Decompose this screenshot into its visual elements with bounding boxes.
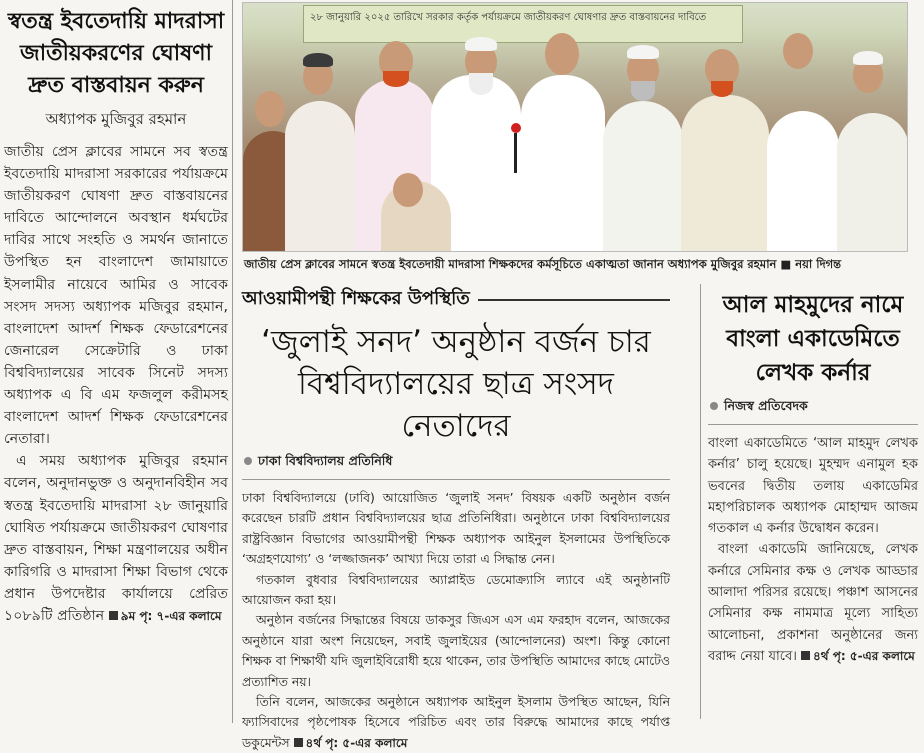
middle-article-body xyxy=(242,488,670,753)
column-divider-left xyxy=(232,0,233,723)
left-article-para-2 xyxy=(2,450,230,627)
left-article-title: স্বতন্ত্র ইবতেদায়ি মাদরাসা জাতীয়করণের ঘোষণা দ্রুত বাস্তবায়ন করুন xyxy=(7,9,225,98)
photo-credit: নয়া দিগন্ত xyxy=(795,257,842,271)
right-article-para-2 xyxy=(708,539,918,667)
right-article-body xyxy=(708,433,918,667)
right-article-divider xyxy=(708,424,918,425)
right-article-para-1: বাংলা একাডেমিতে ‘আল মাহমুদ লেখক কর্নার’ চালু হয়েছে। মুহম্মদ এনামুল হক ভবনের দ্বিতীয় তলায় একাডেমির মহাপরিচালক অধ্যাপক মোহাম্মদ আজম গতকাল এ কর্নার উদ্বোধন করেন। xyxy=(708,436,918,537)
left-article-continued-text: ৯ম পৃ: ৭-এর কলামে xyxy=(120,608,222,623)
left-article-continued[interactable] xyxy=(109,609,222,623)
kicker-rule xyxy=(478,299,670,301)
middle-article-headline: ‘জুলাই সনদ’ অনুষ্ঠান বর্জন চার বিশ্ববিদ্যালয়ের ছাত্র সংসদ নেতাদের xyxy=(261,324,651,444)
right-article-headline: আল মাহমুদের নামে বাংলা একাডেমিতে লেখক কর্নার xyxy=(722,292,904,386)
middle-article-byline xyxy=(244,453,670,473)
middle-article-byline-text: ঢাকা বিশ্ববিদ্যালয় প্রতিনিধি xyxy=(258,453,393,468)
right-article-continued[interactable] xyxy=(801,649,915,663)
middle-article-kicker xyxy=(242,284,670,315)
news-photo xyxy=(242,2,908,252)
middle-article-para-3: অনুষ্ঠান বর্জনের সিদ্ধান্তের বিষয়ে ডাকসুর জিএস এস এম ফরহাদ বলেন, আজকের অনুষ্ঠানে যারা অংশ নিয়েছেন, সবাই জুলাইয়ের (আন্দোলনের) অংশ। কিন্তু কোনো শিক্ষক বা শিক্ষার্থী যদি জুলাইবিরোধী হয়ে থাকেন, তার উপস্থিতি আমাদের কাছে মোটেও প্রত্যাশিত নয়। xyxy=(242,612,670,689)
continued-marker-icon xyxy=(801,651,810,660)
left-article-author: অধ্যাপক মুজিবুর রহমান xyxy=(45,110,187,128)
byline-bullet-icon xyxy=(244,457,252,465)
column-divider-right xyxy=(700,284,701,719)
left-article xyxy=(2,0,230,723)
photo-banner: ২৮ জানুয়ারি ২০২৫ তারিখে সরকার কর্তৃক পর্যায়ক্রমে জাতীয়করণ ঘোষণার দ্রুত বাস্তবায়নের দাবিতে xyxy=(303,5,743,43)
middle-article-para-4-text: তিনি বলেন, আজকের অনুষ্ঠানে অধ্যাপক আইনুল ইসলাম উপস্থিত আছেন, যিনি ফ্যাসিবাদের পৃষ্ঠপোষক হিসেবে পরিচিত এবং তার বিরুদ্ধে আমাদের কাছে পর্যাপ্ত ডকুমেন্টস xyxy=(242,694,670,750)
right-article xyxy=(708,284,918,667)
middle-article-continued-text: ৪র্থ পৃ: ৫-এর কলামে xyxy=(305,735,408,750)
left-article-para-2-text: এ সময় অধ্যাপক মুজিবুর রহমান বলেন, অনুদানভুক্ত ও অনুদানবিহীন সব স্বতন্ত্র ইবতেদায়ি মাদরাসা ২৮ জানুয়ারি ঘোষিত পর্যায়ক্রমে জাতীয়করণ ঘোষণার দ্রুত বাস্তবায়ন, শিক্ষা মন্ত্রণালয়ের অধীন কারিগরি ও মাদরাসা শিক্ষা বিভাগ থেকে প্রধান উপদেষ্টার কার্যালয়ে প্রেরিত ১০৮৯টি প্রতিষ্ঠান xyxy=(4,453,228,624)
middle-article xyxy=(242,284,670,753)
right-article-continued-text: ৪র্থ পৃ: ৫-এর কলামে xyxy=(813,648,915,663)
photo-caption-text: জাতীয় প্রেস ক্লাবের সামনে স্বতন্ত্র ইবতেদায়ী মাদরাসা শিক্ষকদের কর্মসূচিতে একাত্মতা জানান অধ্যাপক মুজিবুর রহমান xyxy=(244,257,777,271)
middle-article-divider xyxy=(242,479,670,480)
photo-caption xyxy=(244,256,908,275)
middle-article-para-1: ঢাকা বিশ্ববিদ্যালয়ে (ঢাবি) আয়োজিত ‘জুলাই সনদ’ বিষয়ক একটি অনুষ্ঠান বর্জন করেছেন চারটি প্রধান বিশ্ববিদ্যালয়ের ছাত্র প্রতিনিধিরা। অনুষ্ঠানে ঢাকা বিশ্ববিদ্যালয়ের রাষ্ট্রবিজ্ঞান বিভাগের আওয়ামীপন্থী শিক্ষক অধ্যাপক আইনুল ইসলামের উপস্থিতিকে ‘অগ্রহণযোগ্য’ ও ‘লজ্জাজনক’ আখ্যা দিয়ে তারা এ সিদ্ধান্ত নেন। xyxy=(242,490,670,567)
right-article-byline xyxy=(710,398,918,418)
middle-article-continued[interactable] xyxy=(294,736,408,750)
right-article-byline-text: নিজস্ব প্রতিবেদক xyxy=(724,398,808,413)
left-article-para-1: জাতীয় প্রেস ক্লাবের সামনে সব স্বতন্ত্র ইবতেদায়ি মাদরাসা সরকারের পর্যায়ক্রমে জাতীয়করণ ঘোষণা দ্রুত বাস্তবায়নের দাবিতে আন্দোলনে অবস্থান ধর্মঘটের দাবির সাথে সংহতি ও সমর্থন জানাতে উপস্থিত হন বাংলাদেশ জামায়াতে ইসলামীর নায়েবে আমির ও সাবেক সংসদ সদস্য অধ্যাপক মজিবুর রহমান, বাংলাদেশ আদর্শ শিক্ষক ফেডারেশনের জেনারেল সেক্রেটারি ও ঢাকা বিশ্ববিদ্যালয়ের সাবেক সিনেট সদস্য অধ্যাপক এ বি এম ফজলুল করীমসহ বাংলাদেশ আদর্শ শিক্ষক ফেডারেশনের নেতারা। xyxy=(4,144,228,448)
byline-bullet-icon xyxy=(710,402,718,410)
photo-credit-separator: ■ xyxy=(780,257,792,271)
middle-article-kicker-text: আওয়ামীপন্থী শিক্ষকের উপস্থিতি xyxy=(242,288,470,309)
middle-article-para-2: গতকাল বুধবার বিশ্ববিদ্যালয়ের অ্যাপ্লাইড ডেমোক্র্যাসি ল্যাবে এই অনুষ্ঠানটি আয়োজন করা হয়। xyxy=(242,571,670,608)
continued-marker-icon xyxy=(294,738,303,747)
right-article-para-2-text: বাংলা একাডেমি জানিয়েছে, লেখক কর্নারে সেমিনার কক্ষ ও লেখক আড্ডার আলাদা পরিসর রয়েছে। পঞ্চাশ আসনের সেমিনার কক্ষ নামমাত্র মূল্যে সাহিত্য আলোচনা, প্রকাশনা অনুষ্ঠানের জন্য বরাদ্দ নেয়া যাবে। xyxy=(708,542,918,664)
continued-marker-icon xyxy=(109,611,118,620)
